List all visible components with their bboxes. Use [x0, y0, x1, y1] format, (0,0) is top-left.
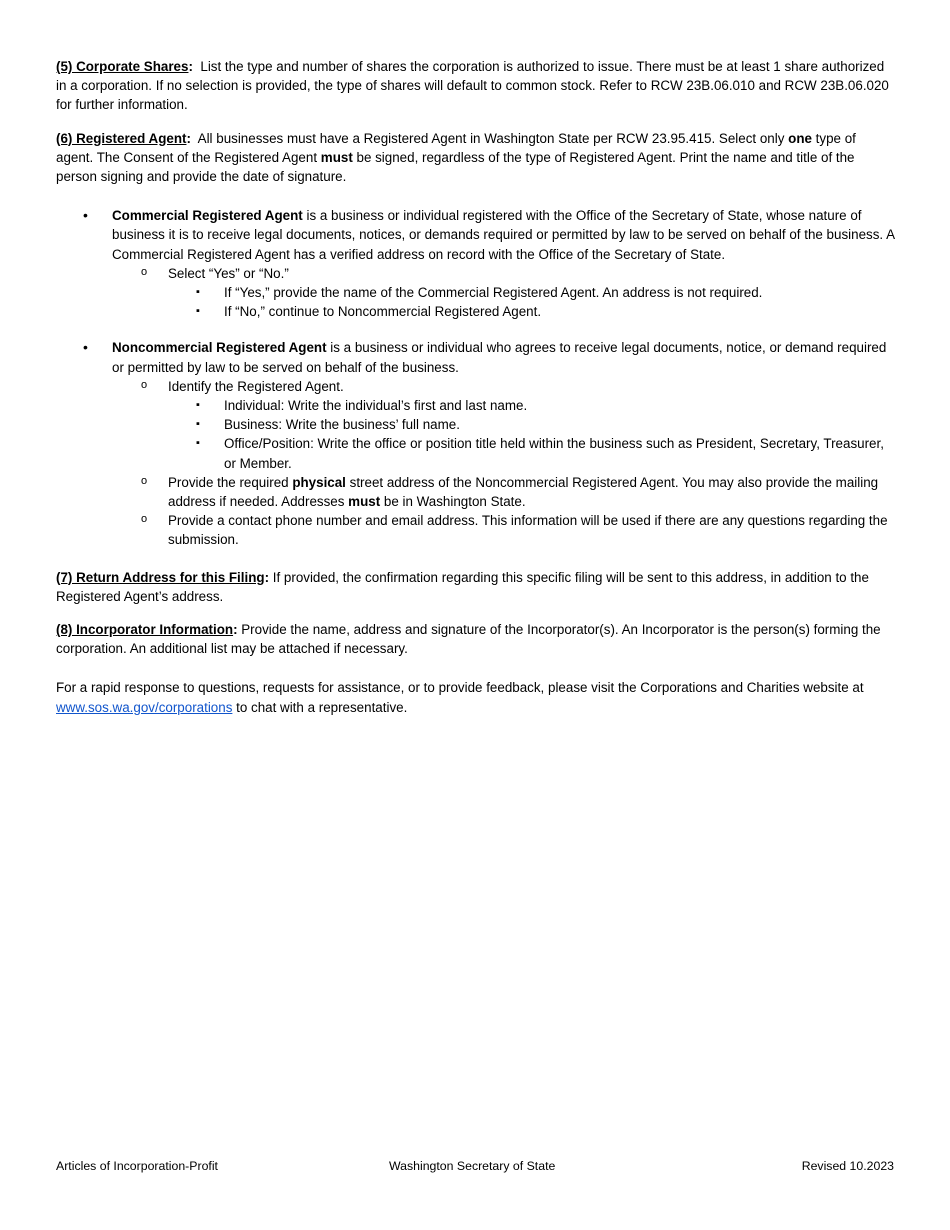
- identify-sublist: [168, 396, 896, 473]
- list-item-commercial-agent: • Commercial Registered Agent is a business or individual registered with the Office of the Secretary of State, whose nature of business it is to receive legal documents, notices, or demands required or permitted by law to be served on behalf of the business. A Commercial Registered Agent has a verified address on record with the Office of the Secretary of State. o Select “Yes” or “No.” ▪ If “Yes,” provide the name of the Commercial Registered Agent. An address is not required. ▪ If “No,” continue to Noncommercial Registered Agent.: [56, 206, 896, 321]
- section-6-heading: (6) Registered Agent:: [56, 130, 191, 146]
- section-7-heading: (7) Return Address for this Filing:: [56, 569, 270, 585]
- footer-agency: Washington Secretary of State: [389, 1159, 556, 1173]
- document-page: [56, 57, 896, 717]
- section-6-intro: (6) Registered Agent: All businesses must have a Registered Agent in Washington State per RCW 23.95.415. Select only one type of agent. The Consent of the Registered Agent must be signed, regardless of the type of Registered Agent. Print the name and title of the person signing and provide the date of signature.: [56, 130, 856, 185]
- page-footer: [56, 1157, 894, 1176]
- commercial-sublist: [112, 264, 896, 322]
- list-item-no: ▪ If “No,” continue to Noncommercial Registered Agent.: [168, 302, 896, 321]
- agent-types-list: [56, 206, 896, 549]
- section-8-heading: (8) Incorporator Information:: [56, 622, 238, 638]
- yes-no-sublist: [168, 283, 896, 321]
- list-item-yes: ▪ If “Yes,” provide the name of the Commercial Registered Agent. An address is not required.: [168, 283, 896, 302]
- list-item-physical-address: o Provide the required physical street address of the Noncommercial Registered Agent. You may also provide the mailing address if needed. Addresses must be in Washington State.: [112, 473, 896, 511]
- section-6-registered-agent: [56, 129, 896, 550]
- list-item-office-position: ▪ Office/Position: Write the office or position title held within the business such as President, Secretary, Treasurer, or Member.: [168, 434, 896, 472]
- list-item-individual: ▪ Individual: Write the individual’s first and last name.: [168, 396, 896, 415]
- noncommercial-agent-term: Noncommercial Registered Agent: [112, 340, 327, 356]
- noncommercial-sublist: [112, 377, 896, 550]
- section-8-incorporator: (8) Incorporator Information: Provide the name, address and signature of the Incorporator(s). An Incorporator is the person(s) forming the corporation. An additional list may be attached if necessary.: [56, 622, 881, 657]
- corporations-website-link[interactable]: www.sos.wa.gov/corporations: [56, 699, 233, 715]
- list-item-contact-info: o Provide a contact phone number and email address. This information will be used if there are any questions regarding the submission.: [112, 511, 896, 549]
- list-item-business: ▪ Business: Write the business’ full name.: [168, 415, 896, 434]
- section-5-corporate-shares: [56, 57, 896, 115]
- contact-paragraph: For a rapid response to questions, requests for assistance, or to provide feedback, please visit the Corporations and Charities website at www.sos.wa.gov/corporations to chat with a representative.: [56, 680, 864, 715]
- footer-document-title: Articles of Incorporation-Profit: [56, 1159, 218, 1173]
- list-item-identify-agent: o Identify the Registered Agent. ▪ Individual: Write the individual’s first and last name. ▪ Business: Write the business’ full name. ▪ Office/Position: Write the office or position title held within the business such as President, Secretary, Treasurer, or Member.: [112, 377, 896, 473]
- section-7-return-address: (7) Return Address for this Filing: If provided, the confirmation regarding this specific filing will be sent to this address, in addition to the Registered Agent’s address.: [56, 569, 869, 604]
- footer-revision: Revised 10.2023: [801, 1159, 894, 1173]
- section-5-text: List the type and number of shares the corporation is authorized to issue. There must be at least 1 share authorized in a corporation. If no selection is provided, the type of shares will default to common stock. Refer to RCW 23B.06.010 and RCW 23B.06.020 for further information.: [56, 59, 893, 113]
- section-5-heading: (5) Corporate Shares:: [56, 59, 193, 74]
- commercial-agent-term: Commercial Registered Agent: [112, 208, 303, 224]
- list-item-select-yes-no: o Select “Yes” or “No.” ▪ If “Yes,” provide the name of the Commercial Registered Agent. An address is not required. ▪ If “No,” continue to Noncommercial Registered Agent.: [112, 264, 896, 322]
- list-item-noncommercial-agent: • Noncommercial Registered Agent is a business or individual who agrees to receive legal documents, notice, or demand required or permitted by law to be served on behalf of the business. o Identify the Registered Agent. ▪ Individual: Write the individual’s first and last name. ▪ Business: Write the business’ full name. ▪ Office/Position: Write the office or position title held within the business such as President, Secretary, Treasurer, or Member. o Provide the required physical street address of the Noncommercial Registered Agent. You may also provide the mailing address if needed. Addresses must be in Washington State. o Provide a contact phone number and email address. This information will be used if there are any questions regarding the submission.: [56, 338, 896, 549]
